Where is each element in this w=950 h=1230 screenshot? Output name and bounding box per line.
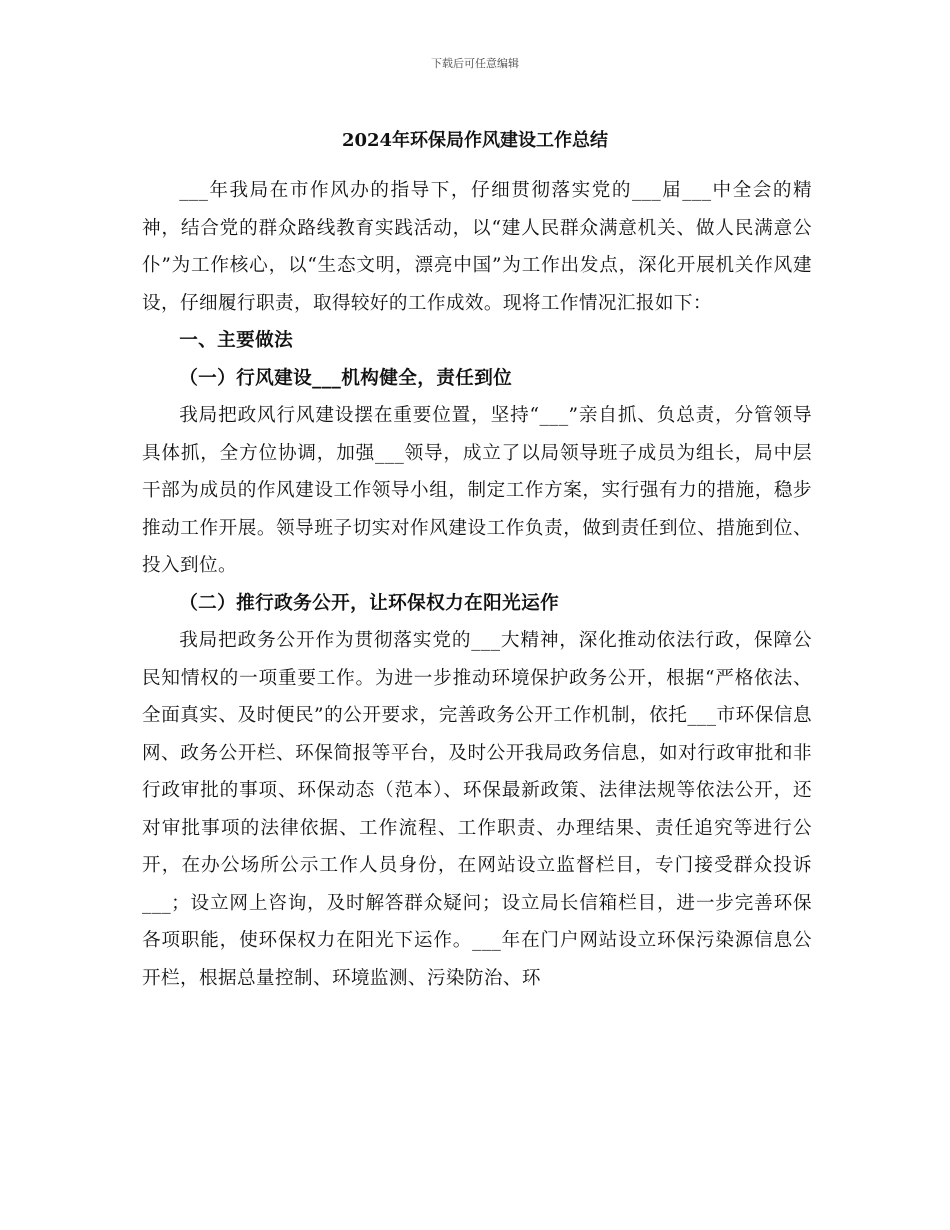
intro-paragraph: ___年我局在市作风办的指导下，仔细贯彻落实党的___届___中全会的精神，结合党的群众路线教育实践活动，以“建人民群众满意机关、做人民满意公仆”为工作核心，以“生态文明，漂亮中国”为工作出发点，深化开展机关作风建设，仔细履行职责，取得较好的工作成效。现将工作情况汇报如下： [142,180,812,314]
subsection-heading-1: （一）行风建设___机构健全，责任到位 [179,367,513,389]
body-paragraph-2: 我局把政务公开作为贯彻落实党的___大精神，深化推动依法行政，保障公民知情权的一项重要工作。为进一步推动环境保护政务公开，根据“严格依法、全面真实、及时便民”的公开要求，完善政务公开工作机制，依托___市环保信息网、政务公开栏、环保简报等平台，及时公开我局政务信息，如对行政审批和非行政审批的事项、环保动态（范本）、环保最新政策、法律法规等依法公开，还对审批事项的法律依据、工作流程、工作职责、办理结果、责任追究等进行公开，在办公场所公示工作人员身份，在网站设立监督栏目，专门接受群众投诉___；设立网上咨询，及时解答群众疑问；设立局长信箱栏目，进一步完善环保各项职能，使环保权力在阳光下运作。___年在门户网站设立环保污染源信息公开栏，根据总量控制、环境监测、污染防治、环 [142,630,812,989]
section-heading-1: 一、主要做法 [179,330,294,351]
subsection-heading-2: （二）推行政务公开，让环保权力在阳光运作 [179,592,560,614]
body-paragraph-1: 我局把政风行风建设摆在重要位置，坚持“___”亲自抓、负总责，分管领导具体抓，全方位协调，加强___领导，成立了以局领导班子成员为组长，局中层干部为成员的作风建设工作领导小组，制定工作方案，实行强有力的措施，稳步推动工作开展。领导班子切实对作风建设工作负责，做到责任到位、措施到位、投入到位。 [142,405,812,576]
document-title: 2024年环保局作风建设工作总结 [341,130,609,151]
document-body [142,172,812,997]
page-header-note: 下载后可任意编辑 [431,57,519,70]
